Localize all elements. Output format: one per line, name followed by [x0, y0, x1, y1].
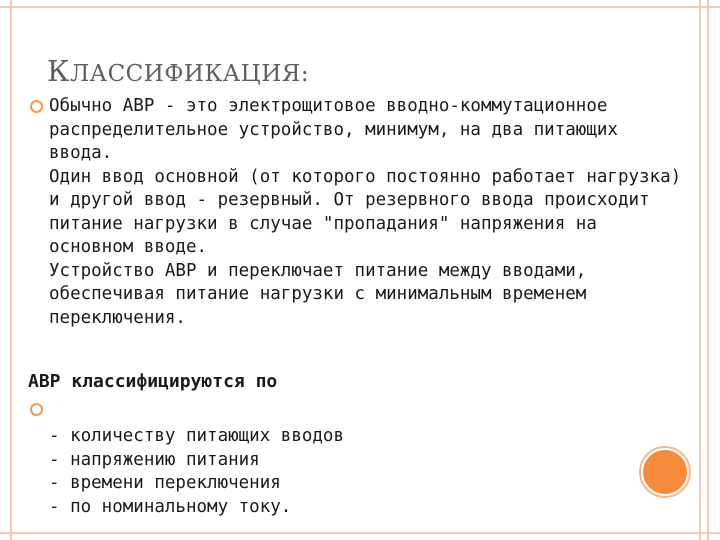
body-paragraph: Обычно АВР - это электрощитовое вводно-коммутационное распределительное устройство, минимум, на два питающих ввода. Один ввод основной (от которого постоянно работает нагрузка) и другой ввод - резервный. От резервного ввода происходит питание нагрузки в случае "пропадания" напряжения на основном вводе. Устройство АВР и переключает питание между вводами, обеспечивая питание нагрузки с минимальным временем переключения. [49, 96, 682, 328]
list-item: - напряжению питания [49, 449, 260, 470]
frame-line-top [0, 6, 720, 8]
bullet-circle-icon [30, 403, 43, 416]
slide-title-initial: К [47, 54, 70, 88]
bullet-circle-icon [30, 100, 43, 113]
slide-title [47, 54, 309, 88]
decorative-circle [641, 448, 689, 496]
slide-title-rest: ЛАССИФИКАЦИЯ: [69, 61, 310, 87]
classification-list [49, 425, 344, 519]
list-item: - времени переключения [49, 473, 281, 493]
list-item: - по номинальному току. [49, 496, 292, 517]
frame-line-left [10, 0, 12, 540]
frame-line-bottom [0, 532, 720, 534]
classification-heading: АВР классифицируются по [28, 371, 278, 392]
list-item: - количеству питающих вводов [49, 426, 345, 446]
